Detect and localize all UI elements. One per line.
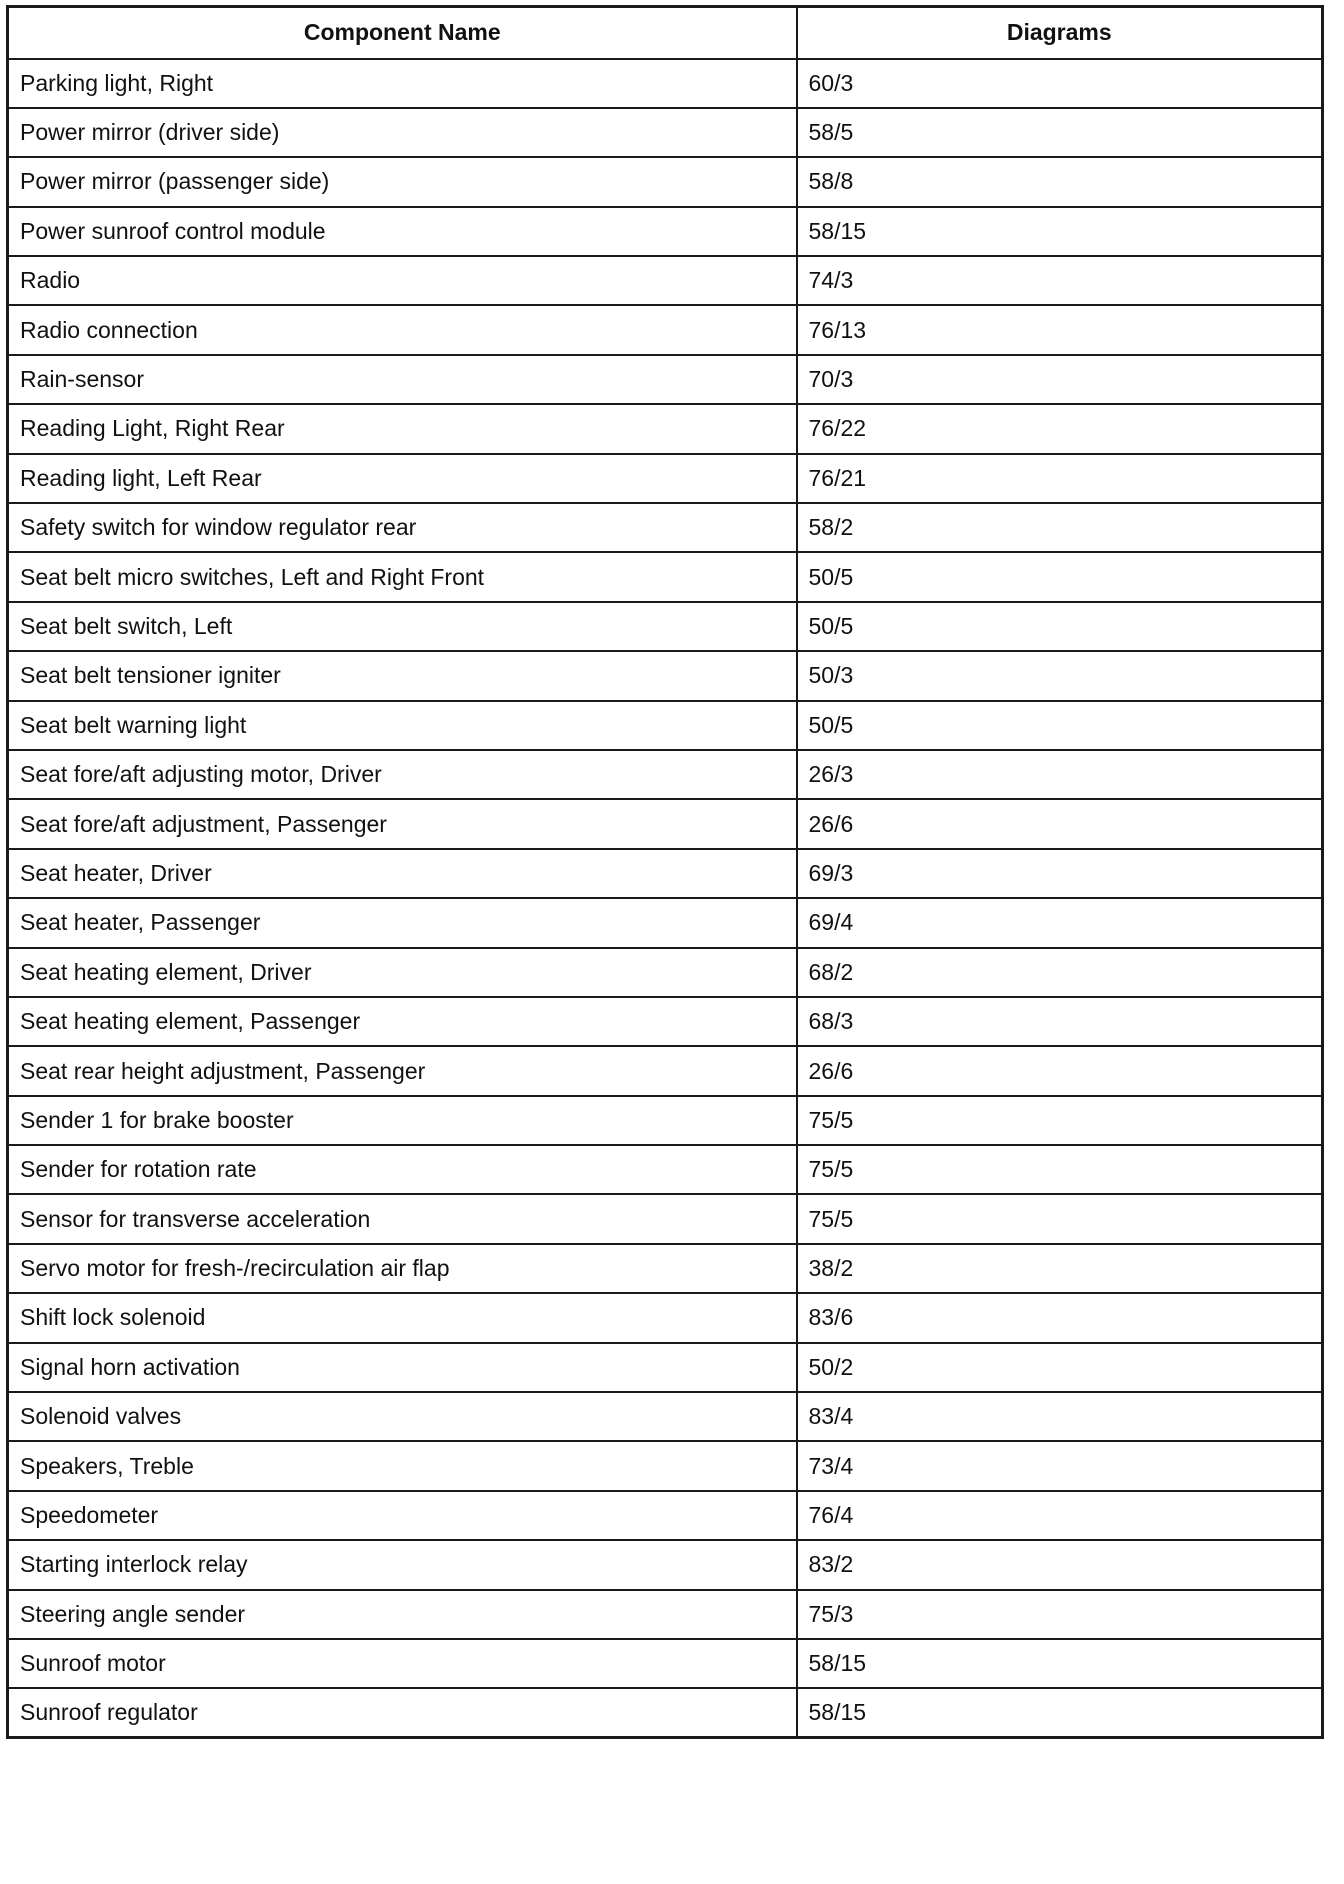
- component-name-cell: Sensor for transverse acceleration: [8, 1194, 797, 1243]
- diagram-ref-cell: 76/22: [797, 404, 1323, 453]
- table-row: [8, 1244, 1323, 1293]
- table-row: [8, 1096, 1323, 1145]
- table-row: [8, 108, 1323, 157]
- diagram-ref-cell: 58/15: [797, 1639, 1323, 1688]
- diagram-ref-cell: 83/4: [797, 1392, 1323, 1441]
- table-row: [8, 651, 1323, 700]
- component-name-cell: Starting interlock relay: [8, 1540, 797, 1589]
- diagram-ref-cell: 75/3: [797, 1590, 1323, 1639]
- component-name-cell: Sunroof regulator: [8, 1688, 797, 1737]
- diagram-ref-cell: 69/4: [797, 898, 1323, 947]
- component-name-cell: Sender for rotation rate: [8, 1145, 797, 1194]
- table-row: [8, 1392, 1323, 1441]
- diagram-ref-cell: 58/2: [797, 503, 1323, 552]
- diagram-ref-cell: 26/6: [797, 799, 1323, 848]
- component-name-cell: Seat belt warning light: [8, 701, 797, 750]
- component-name-cell: Seat fore/aft adjustment, Passenger: [8, 799, 797, 848]
- component-diagram-table: [6, 5, 1324, 1739]
- table-row: [8, 1441, 1323, 1490]
- diagram-ref-cell: 68/2: [797, 948, 1323, 997]
- table-row: [8, 404, 1323, 453]
- table-row: [8, 1639, 1323, 1688]
- diagram-ref-cell: 50/5: [797, 602, 1323, 651]
- table-row: [8, 503, 1323, 552]
- component-name-cell: Seat belt micro switches, Left and Right Front: [8, 552, 797, 601]
- table-row: [8, 997, 1323, 1046]
- table-row: [8, 305, 1323, 354]
- table-row: [8, 1688, 1323, 1737]
- diagram-ref-cell: 76/21: [797, 454, 1323, 503]
- diagram-ref-cell: 68/3: [797, 997, 1323, 1046]
- component-name-cell: Rain-sensor: [8, 355, 797, 404]
- diagram-ref-cell: 50/2: [797, 1343, 1323, 1392]
- component-name-cell: Power mirror (driver side): [8, 108, 797, 157]
- component-name-cell: Servo motor for fresh-/recirculation air flap: [8, 1244, 797, 1293]
- table-row: [8, 1590, 1323, 1639]
- table-row: [8, 1540, 1323, 1589]
- component-name-cell: Seat fore/aft adjusting motor, Driver: [8, 750, 797, 799]
- component-name-cell: Seat heater, Driver: [8, 849, 797, 898]
- component-name-cell: Safety switch for window regulator rear: [8, 503, 797, 552]
- table-row: [8, 207, 1323, 256]
- table-row: [8, 701, 1323, 750]
- table-row: [8, 948, 1323, 997]
- component-name-cell: Radio: [8, 256, 797, 305]
- diagram-ref-cell: 26/3: [797, 750, 1323, 799]
- diagram-ref-cell: 69/3: [797, 849, 1323, 898]
- component-name-cell: Sender 1 for brake booster: [8, 1096, 797, 1145]
- component-name-cell: Seat belt switch, Left: [8, 602, 797, 651]
- diagram-ref-cell: 75/5: [797, 1145, 1323, 1194]
- header-diagrams: Diagrams: [797, 7, 1323, 59]
- component-name-cell: Seat heater, Passenger: [8, 898, 797, 947]
- table-body: [8, 59, 1323, 1738]
- diagram-ref-cell: 26/6: [797, 1046, 1323, 1095]
- component-name-cell: Speakers, Treble: [8, 1441, 797, 1490]
- component-name-cell: Shift lock solenoid: [8, 1293, 797, 1342]
- component-name-cell: Seat heating element, Driver: [8, 948, 797, 997]
- table-header-row: [8, 7, 1323, 59]
- table-row: [8, 1491, 1323, 1540]
- table-row: [8, 602, 1323, 651]
- table-row: [8, 1293, 1323, 1342]
- component-name-cell: Speedometer: [8, 1491, 797, 1540]
- diagram-ref-cell: 50/5: [797, 701, 1323, 750]
- diagram-ref-cell: 76/4: [797, 1491, 1323, 1540]
- diagram-ref-cell: 76/13: [797, 305, 1323, 354]
- table-row: [8, 1343, 1323, 1392]
- component-name-cell: Power mirror (passenger side): [8, 157, 797, 206]
- component-table-container: [6, 5, 1321, 1739]
- diagram-ref-cell: 60/3: [797, 59, 1323, 108]
- diagram-ref-cell: 58/5: [797, 108, 1323, 157]
- component-name-cell: Steering angle sender: [8, 1590, 797, 1639]
- component-name-cell: Reading Light, Right Rear: [8, 404, 797, 453]
- table-row: [8, 454, 1323, 503]
- table-row: [8, 1194, 1323, 1243]
- diagram-ref-cell: 58/15: [797, 207, 1323, 256]
- diagram-ref-cell: 75/5: [797, 1194, 1323, 1243]
- table-row: [8, 157, 1323, 206]
- table-row: [8, 256, 1323, 305]
- table-row: [8, 59, 1323, 108]
- diagram-ref-cell: 83/6: [797, 1293, 1323, 1342]
- component-name-cell: Seat rear height adjustment, Passenger: [8, 1046, 797, 1095]
- component-name-cell: Seat belt tensioner igniter: [8, 651, 797, 700]
- diagram-ref-cell: 50/5: [797, 552, 1323, 601]
- diagram-ref-cell: 58/15: [797, 1688, 1323, 1737]
- diagram-ref-cell: 38/2: [797, 1244, 1323, 1293]
- table-row: [8, 750, 1323, 799]
- table-row: [8, 849, 1323, 898]
- diagram-ref-cell: 75/5: [797, 1096, 1323, 1145]
- component-name-cell: Seat heating element, Passenger: [8, 997, 797, 1046]
- component-name-cell: Radio connection: [8, 305, 797, 354]
- table-row: [8, 1046, 1323, 1095]
- table-row: [8, 355, 1323, 404]
- table-row: [8, 898, 1323, 947]
- component-name-cell: Power sunroof control module: [8, 207, 797, 256]
- component-name-cell: Reading light, Left Rear: [8, 454, 797, 503]
- diagram-ref-cell: 58/8: [797, 157, 1323, 206]
- table-row: [8, 1145, 1323, 1194]
- diagram-ref-cell: 70/3: [797, 355, 1323, 404]
- header-component-name: Component Name: [8, 7, 797, 59]
- diagram-ref-cell: 50/3: [797, 651, 1323, 700]
- diagram-ref-cell: 74/3: [797, 256, 1323, 305]
- diagram-ref-cell: 83/2: [797, 1540, 1323, 1589]
- component-name-cell: Sunroof motor: [8, 1639, 797, 1688]
- table-row: [8, 799, 1323, 848]
- component-name-cell: Solenoid valves: [8, 1392, 797, 1441]
- component-name-cell: Signal horn activation: [8, 1343, 797, 1392]
- diagram-ref-cell: 73/4: [797, 1441, 1323, 1490]
- table-row: [8, 552, 1323, 601]
- component-name-cell: Parking light, Right: [8, 59, 797, 108]
